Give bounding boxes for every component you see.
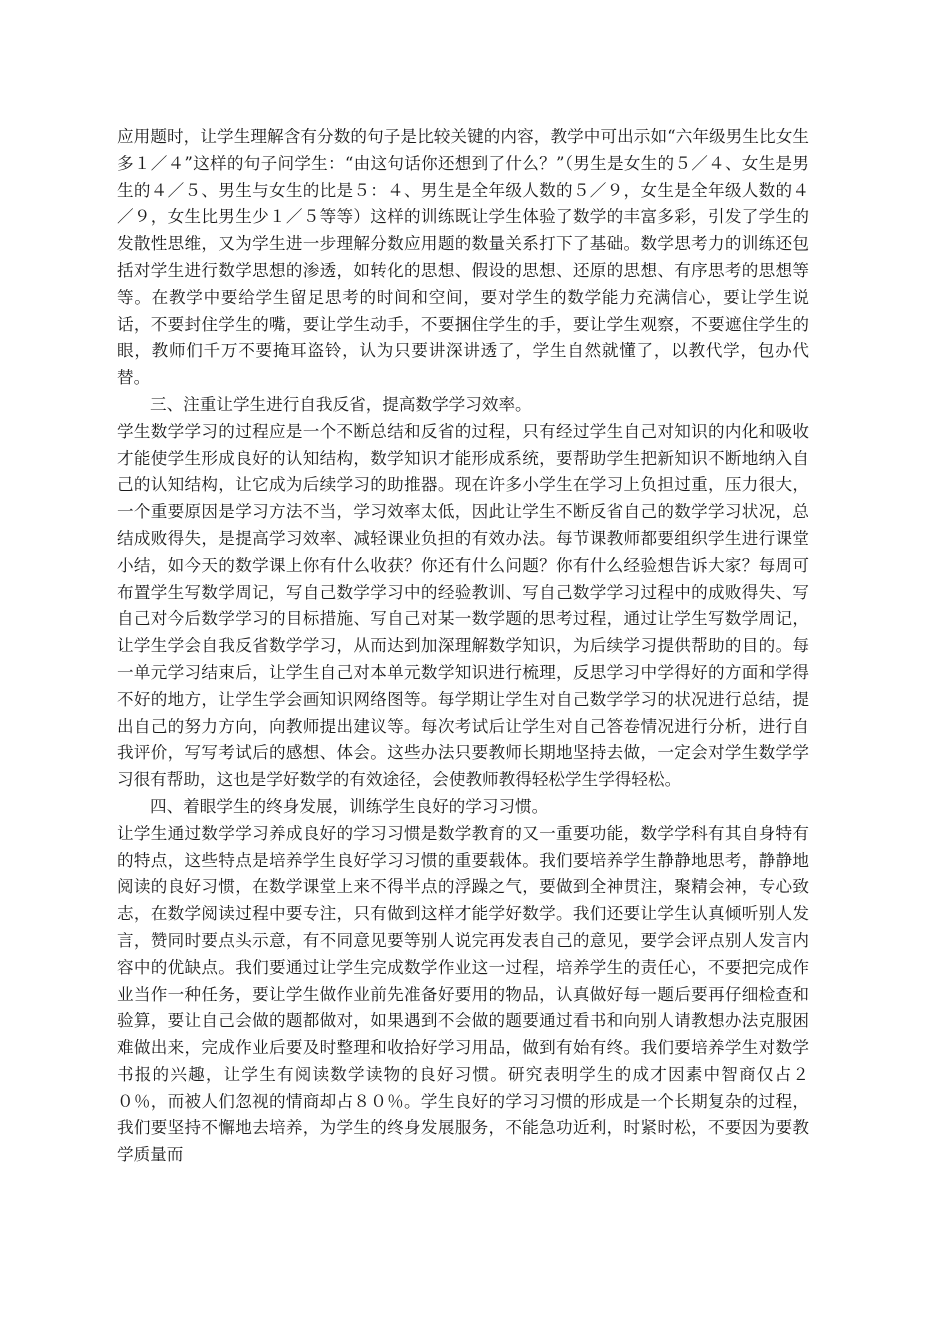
paragraph-study-habits: 让学生通过数学学习养成良好的学习习惯是数学教育的又一重要功能，数学学科有其自身特有的特点，这些特点是培养学生良好学习习惯的重要载体。我们要培养学生静静地思考，静静地阅读的良好习惯，在数学课堂上来不得半点的浮躁之气，要做到全神贯注，聚精会神，专心致志，在数学阅读过程中要专注，只有做到这样才能学好数学。我们还要让学生认真倾听别人发言，赞同时要点头示意，有不同意见要等别人说完再发表自己的意见，要学会评点别人发言内容中的优缺点。我们要通过让学生完成数学作业这一过程，培养学生的责任心，不要把完成作业当作一种任务，要让学生做作业前先准备好要用的物品，认真做好每一题后要再仔细检查和验算，要让自己会做的题都做对，如果遇到不会做的题要通过看书和向别人请教想办法克服困难做出来，完成作业后要及时整理和收拾好学习用品，做到有始有终。我们要培养学生对数学书报的兴趣，让学生有阅读数学读物的良好习惯。研究表明学生的成才因素中智商仅占２０％，而被人们忽视的情商却占８０％。学生良好的学习习惯的形成是一个长期复杂的过程，我们要坚持不懈地去培养，为学生的终身发展服务，不能急功近利，时紧时松，不要因为要教学质量而 — [117, 823, 809, 1165]
section-heading-4: 四、着眼学生的终身发展，训练学生良好的学习习惯。 — [150, 796, 549, 816]
document-page — [117, 124, 809, 1169]
paragraph-word-problem-thinking: 应用题时，让学生理解含有分数的句子是比较关键的内容，教学中可出示如“六年级男生比女生多１／４”这样的句子问学生：“由这句话你还想到了什么？”（男生是女生的５／４、女生是男生的４／５、男生与女生的比是５：４、男生是全年级人数的５／９，女生是全年级人数的４／９，女生比男生少１／５等等）这样的训练既让学生体验了数学的丰富多彩，引发了学生的发散性思维，又为学生进一步理解分数应用题的数量关系打下了基础。数学思考力的训练还包括对学生进行数学思想的渗透，如转化的思想、假设的思想、还原的思想、有序思考的思想等等。在教学中要给学生留足思考的时间和空间，要对学生的数学能力充满信心，要让学生说话，不要封住学生的嘴，要让学生动手，不要捆住学生的手，要让学生观察，不要遮住学生的眼，教师们千万不要掩耳盗铃，认为只要讲深讲透了，学生自然就懂了，以教代学，包办代替。 — [117, 127, 809, 388]
paragraph-self-reflection: 学生数学学习的过程应是一个不断总结和反省的过程，只有经过学生自己对知识的内化和吸收才能使学生形成良好的认知结构，数学知识才能形成系统，要帮助学生把新知识不断地纳入自己的认知结构，让它成为后续学习的助推器。现在许多小学生在学习上负担过重，压力很大，一个重要原因是学习方法不当，学习效率太低，因此让学生不断反省自己的数学学习状况，总结成败得失，是提高学习效率、减轻课业负担的有效办法。每节课教师都要组织学生进行课堂小结，如今天的数学课上你有什么收获？你还有什么问题？你有什么经验想告诉大家？每周可布置学生写数学周记，写自己数学学习中的经验教训、写自己数学学习过程中的成败得失、写自己对今后数学学习的目标措施、写自己对某一数学题的思考过程，通过让学生写数学周记，让学生学会自我反省数学学习，从而达到加深理解数学知识，为后续学习提供帮助的目的。每一单元学习结束后，让学生自己对本单元数学知识进行梳理，反思学习中学得好的方面和学得不好的地方，让学生学会画知识网络图等。每学期让学生对自己数学学习的状况进行总结，提出自己的努力方向，向教师提出建议等。每次考试后让学生对自己答卷情况进行分析，进行自我评价，写写考试后的感想、体会。这些办法只要教师长期地坚持去做，一定会对学生数学学习很有帮助，这也是学好数学的有效途径，会使教师教得轻松学生学得轻松。 — [117, 421, 809, 790]
section-heading-3: 三、注重让学生进行自我反省，提高数学学习效率。 — [150, 394, 532, 414]
